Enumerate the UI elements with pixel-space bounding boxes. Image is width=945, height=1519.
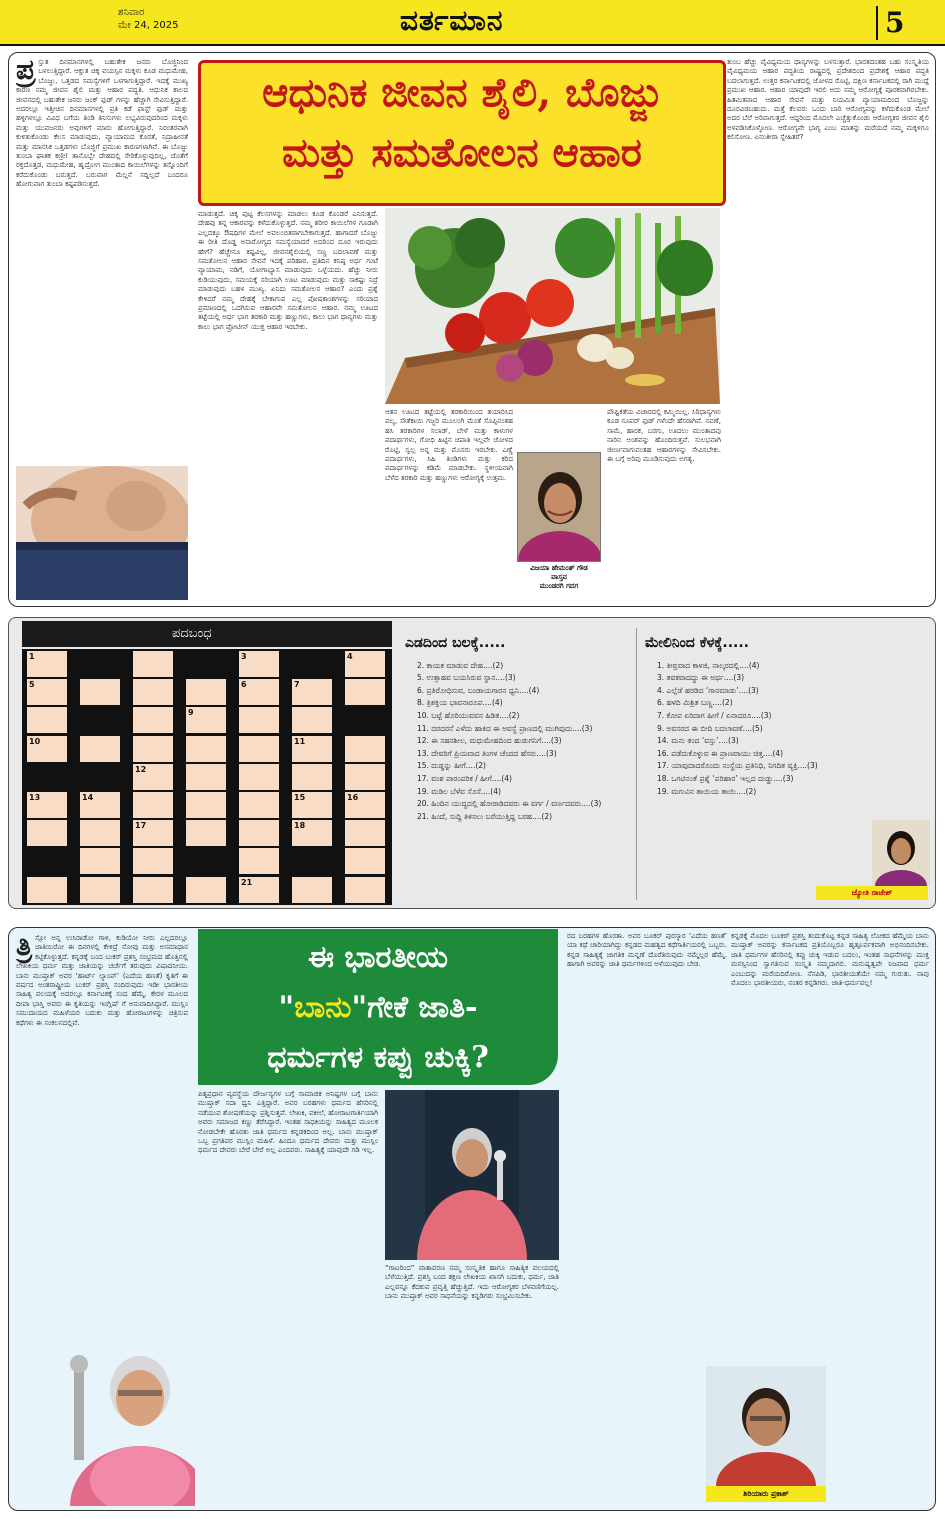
crossword-cell[interactable] bbox=[80, 820, 120, 846]
article1-headline-line2: ಮತ್ತು ಸಮತೋಲನ ಆಹಾರ bbox=[282, 129, 642, 176]
crossword-cell[interactable] bbox=[133, 707, 173, 733]
author2-photo bbox=[872, 820, 930, 886]
across-list bbox=[405, 660, 630, 824]
crossword-cell[interactable] bbox=[292, 820, 332, 846]
clues-divider bbox=[636, 628, 637, 900]
crossword-cell[interactable] bbox=[239, 707, 279, 733]
issue-day: ಶನಿವಾರ bbox=[118, 7, 145, 18]
article2-headline-line2 bbox=[198, 983, 558, 1033]
headline-line2-rest: ಗೇಕೆ ಜಾತಿ- bbox=[367, 990, 478, 1025]
author1-name: ವಿಜಯಾ ಹೇಮಂತ್ ಗೌಡ bbox=[530, 564, 588, 572]
crossword-cell[interactable] bbox=[133, 877, 173, 903]
issue-date-text: ಮೇ 24, 2025 bbox=[118, 20, 179, 31]
article2-headline-box bbox=[198, 929, 558, 1085]
crossword-cell-number: 12 bbox=[135, 764, 147, 774]
crossword-cell-number: 4 bbox=[347, 652, 353, 661]
crossword-cell-number: 17 bbox=[135, 821, 147, 831]
article2-column-1 bbox=[16, 934, 188, 1330]
author1-photo bbox=[517, 452, 601, 562]
clue-item: 20. ಹಿಂದಿನ ಯುದ್ಧದಲ್ಲಿ ಹೋರಾಡಿದವರು ಈ ವರ್ಗ / ವರ್ಣದವರು....(3) bbox=[417, 799, 602, 809]
belly-illustration bbox=[16, 466, 188, 600]
vegetables-photo bbox=[385, 208, 720, 404]
headline-quote-open: " bbox=[278, 990, 295, 1025]
crossword-cell[interactable] bbox=[27, 820, 67, 846]
crossword-cell[interactable] bbox=[186, 764, 226, 790]
down-list bbox=[645, 660, 870, 799]
crossword-cell[interactable] bbox=[292, 877, 332, 903]
crossword-cell-number: 1 bbox=[29, 652, 35, 661]
page-number: 5 bbox=[885, 6, 905, 39]
author3-portrait bbox=[706, 1366, 826, 1486]
crossword-cell[interactable] bbox=[80, 679, 120, 705]
crossword-cell[interactable] bbox=[27, 707, 67, 733]
crossword-cell[interactable] bbox=[133, 736, 173, 762]
article2-col1-text: ಸ್ಸೋ ಅನ್ನ ಉಸಿರಾಡೋ ಗಾಳಿ, ಕುಡಿಯೋ ನೀರು ಎಲ್ಲದರಲ್ಲೂ ಜಾತಿಯಿರೋ ಈ ದಿನಗಳಲ್ಲಿ ಕೇಳಿದ್ರೆ ನೋವು ಮತ್ತು ಅಸಮಾಧಾನ ಕಟ್ಟಿಕೊಳ್ಳುತ್ತದೆ. ಕನ್ನಡಕ್ಕೆ ಬಂದ ಬುಕರ್ ಪ್ರಶಸ್ತಿ ಸಂಭ್ರಮದ ಹೊತ್ತಿನಲ್ಲಿ ಲೇಖಕಿಯ ಧರ್ಮ ಮತ್ತು ಜಾತಿಯನ್ನು ಚರ್ಚೆಗೆ ತರುವುದು ವಿಷಾದನೀಯ. ಬಾನು ಮುಷ್ತಾಕ್ ಅವರ ‘ಹಾರ್ಟ್ ಲ್ಯಾಂಪ್’ (ಎದೆಯ ಹಣತೆ) ಕೃತಿಗೆ ಈ ವರ್ಷದ ಅಂತರಾಷ್ಟ್ರೀಯ ಬುಕರ್ ಪ್ರಶಸ್ತಿ ಸಂದಿರುವುದು ಇಡೀ ಭಾರತೀಯ ಸಾಹಿತ್ಯ ವಲಯಕ್ಕೆ ಅದರಲ್ಲೂ ಕರ್ನಾಟಕಕ್ಕೆ ಸಂದ ಹೆಮ್ಮೆ. ಕೇರಳ ಮೂಲದ ದೀಪಾ ಭಾಸ್ತಿ ಅವರು ಈ ಕೃತಿಯನ್ನು ಇಂಗ್ಲಿಷ್ ಗೆ ಅನುವಾದಿಸಿದ್ದಾರೆ. ಮುಸ್ಲಿಂ ಸಮುದಾಯದ ಮಹಿಳೆಯರ ಬದುಕು ಮತ್ತು ಹೋರಾಟಗಳನ್ನು ಚಿತ್ರಿಸುವ ಕಥೆಗಳು ಈ ಸಂಕಲನದಲ್ಲಿವೆ. bbox=[16, 934, 188, 1027]
banu-photo-left bbox=[60, 1330, 195, 1506]
crossword-cell[interactable] bbox=[239, 792, 279, 818]
crossword-cell[interactable] bbox=[345, 764, 385, 790]
article1-column-3b bbox=[595, 408, 721, 602]
clue-item: 16. ಪಡೆದುಕೊಳ್ಳುವ ಈ ಪ್ರಾಣವಾಯು ಚಿತ್ತ....(4) bbox=[657, 748, 784, 758]
banu-photo-center bbox=[385, 1090, 559, 1260]
crossword-cell-number: 18 bbox=[294, 821, 306, 831]
crossword-cell[interactable] bbox=[186, 877, 226, 903]
article2-headline-line3: ಧರ್ಮಗಳ ಕಪ್ಪು ಚುಕ್ಕಿ? bbox=[267, 1040, 489, 1075]
article2-col4-text: ಕನ್ನಡಕ್ಕೆ ಮೊದಲ ಬೂಕರ್ ಪ್ರಶಸ್ತಿ ತಂದುಕೊಟ್ಟ ಕನ್ನಡ ಸಾಹಿತ್ಯ ಲೋಕದ ಹೆಮ್ಮೆಯ ಬಾನು ಮುಷ್ತಾಕ್ ಅವರನ್ನು ಕರ್ನಾಟಕದ ಪ್ರತಿಯೊಬ್ಬರೂ ಹೃತ್ಪೂರ್ವಕವಾಗಿ ಅಭಿನಂದಿಸಬೇಕು. ಜಾತಿ ಧರ್ಮಗಳ ಹೆಸರಿನಲ್ಲಿ ಕಪ್ಪು ಚುಕ್ಕಿ ಇಡುವ ಬದಲು, ಇಂತಹ ಸಾಧನೆಗಳನ್ನು ಮುಕ್ತ ಮನಸ್ಸಿನಿಂದ ಸ್ವಾಗತಿಸುವ ಸಂಸ್ಕೃತಿ ನಮ್ಮದಾಗಲಿ. ಮನುಷ್ಯತ್ವವೇ ನಿಜವಾದ ಧರ್ಮ ಎಂಬುದನ್ನು ಮರೆಯದಿರೋಣ. ನೆನಪಿಡಿ, ಭಾರತೀಯತೆಯೇ ನಮ್ಮ ಗುರುತು. ನಾವು ಮೊದಲು ಭಾರತೀಯರು, ನಂತರ ಕನ್ನಡಿಗರು. ಜಾತಿ-ಧರ್ಮವಲ್ಲ! bbox=[731, 932, 929, 988]
belly-photo bbox=[16, 466, 188, 600]
crossword-cell[interactable] bbox=[345, 792, 385, 818]
author2-portrait bbox=[872, 820, 930, 886]
crossword-cell[interactable] bbox=[292, 679, 332, 705]
crossword-cell[interactable] bbox=[133, 820, 173, 846]
article1-column-2 bbox=[198, 210, 378, 602]
crossword-cell[interactable] bbox=[239, 651, 279, 677]
crossword-cell-number: 5 bbox=[29, 680, 35, 690]
clue-item: 17. ವಂಶ ಪಾರಂಪರಿಕ / ಹೀಗೆ....(4) bbox=[417, 773, 512, 783]
down-heading: ಮೇಲಿನಿಂದ ಕೆಳಕ್ಕೆ..... bbox=[645, 635, 749, 651]
clue-item: 5. ಉತ್ಸಾಹವ ಬಯಸಿರುವ ಸ್ಥಾನ....(3) bbox=[417, 673, 516, 683]
headline-quote-close: " bbox=[351, 990, 368, 1025]
clue-item: 6. ಪ್ರತಿರೋಧಿಸುವ, ಬಂಡಾಯಗಾರನ ಧ್ವನಿ....(4) bbox=[417, 685, 540, 695]
masthead-title: ವರ್ತಮಾನ bbox=[400, 4, 504, 37]
article1-column-4 bbox=[727, 58, 929, 602]
author1-portrait bbox=[518, 453, 601, 562]
article1-dropcap: ಪ್ರ bbox=[16, 58, 36, 86]
issue-date bbox=[118, 6, 179, 32]
page-header bbox=[0, 0, 945, 46]
crossword-cell[interactable] bbox=[345, 679, 385, 705]
crossword-cell[interactable] bbox=[239, 736, 279, 762]
clue-item: 10. ಬಟ್ಟೆ ಹೊರಿಯುವವನ ಹಿಡಿತ....(2) bbox=[417, 710, 520, 720]
crossword-cell[interactable] bbox=[239, 679, 279, 705]
clue-item: 15. ದುಡ್ಡನ್ನು ಹೀಗೆ....(2) bbox=[417, 761, 486, 771]
clue-item: 4. ಎಲ್ಲೆಡೆ ಹರಡಿದ ‘ಗಾನಮಾಡು’....(3) bbox=[657, 685, 759, 695]
crossword-cell[interactable] bbox=[345, 877, 385, 903]
crossword-cell-number: 10 bbox=[29, 736, 41, 746]
crossword-cell[interactable] bbox=[80, 736, 120, 762]
crossword-cell[interactable] bbox=[239, 764, 279, 790]
crossword-cell[interactable] bbox=[345, 651, 385, 677]
crossword-cell[interactable] bbox=[27, 877, 67, 903]
crossword-cell[interactable] bbox=[186, 792, 226, 818]
author3-photo bbox=[706, 1366, 826, 1486]
crossword-cell-number: 6 bbox=[241, 680, 247, 690]
crossword-cell[interactable] bbox=[133, 651, 173, 677]
crossword-cell[interactable] bbox=[292, 707, 332, 733]
article1-col3b-text: ಪೌಷ್ಟಿಕತೆಯ ವಿಚಾರದಲ್ಲಿ ಕಮ್ಮಿಯಿಲ್ಲ. ಸಿರಿಧಾನ್ಯಗಳು ಕೂಡ ಸೂಪರ್ ಫುಡ್ ಗಳೆಂದೇ ಹೆಸರಾಗಿವೆ. ನವಣೆ, ಸಾಮೆ, ಹಾರಕ, ಬರಗು, ಊದಲು ಮುಂತಾದವು ನಾರಿನ ಅಂಶವನ್ನು ಹೊಂದಿರುತ್ತವೆ. ಸುಲಭವಾಗಿ ಜೀರ್ಣವಾಗುವಂತಹ ಆಹಾರಗಳನ್ನು ಸೇವಿಸಬೇಕು. ಈ ಬಗ್ಗೆ ಅರಿವು ಮೂಡಿಸುವುದು ಅಗತ್ಯ. bbox=[607, 408, 721, 464]
clue-item: 1. ತೀವ್ರವಾದ ಕಾಳಜಿ, ನಾಲ್ಕರದಲ್ಲಿ....(4) bbox=[657, 660, 760, 670]
clue-item: 9. ಅವಸರದ ಈ ಬೀದಿ ಬದಲಾವಣೆ....(5) bbox=[657, 723, 763, 733]
crossword-cell-number: 13 bbox=[29, 793, 41, 802]
article1-column-1 bbox=[16, 58, 188, 462]
article2-column-4 bbox=[731, 932, 929, 1362]
crossword-cell[interactable] bbox=[239, 848, 279, 874]
clue-item: 18. ಒಗಟಿನಂತೆ ಪ್ರಶ್ನೆ ‘ಪರಿಹಾರ’ ಇಲ್ಲದ ದುಡ್ಡು....(3) bbox=[657, 773, 794, 783]
crossword-cell[interactable] bbox=[345, 820, 385, 846]
author3-caption: ಶಿರಿಯಾರು ಪ್ರಕಾಶ್ bbox=[706, 1486, 826, 1502]
article1-col3-text: ಆತನ ಊಟದ ತಟ್ಟೆಯಲ್ಲಿ ತರಕಾರಿಯಿಂದ ತಯಾರಿಸಿದ ಪಲ್ಯ, ಸೌತೆಕಾಯಿ ಗಜ್ಜರಿ ಮೂಲಂಗಿ ಮೆಂತೆ ಸೊಪ್ಪಿನಂತಹ ಹಸಿ ತರಕಾರಿಗಳ ಸಲಾಡ್, ಬೇಳೆ ಮತ್ತು ಕಾಳುಗಳ ಪದಾರ್ಥಗಳು, ಗೋಧಿ ಹಿಟ್ಟಿನ ಚಪಾತಿ ಇಲ್ಲವೇ ಜೋಳದ ರೊಟ್ಟಿ, ಸ್ವಲ್ಪ ಅನ್ನ ಮತ್ತು ಮೊಸರು ಇರಬೇಕು. ಎಣ್ಣೆ ಪದಾರ್ಥಗಳು, ಸಿಹಿ ತಿಂಡಿಗಳು ಮತ್ತು ಕರಿದ ಪದಾರ್ಥಗಳನ್ನು ಕಡಿಮೆ ಮಾಡಬೇಕು. ಸ್ಥಳೀಯವಾಗಿ ಬೆಳೆದ ತರಕಾರಿ ಮತ್ತು ಹಣ್ಣುಗಳು ಆರೋಗ್ಯಕ್ಕೆ ಉತ್ತಮ. bbox=[385, 408, 513, 482]
article2-headline-line1: ಈ ಭಾರತೀಯ bbox=[307, 940, 449, 975]
crossword-cell[interactable] bbox=[186, 679, 226, 705]
crossword-cell[interactable] bbox=[345, 848, 385, 874]
clue-item: 14. ಮನು ತಂದ ‘ವಸ್ತು’....(3) bbox=[657, 736, 739, 746]
article1-headline-box bbox=[198, 60, 726, 206]
crossword-down-clues bbox=[645, 637, 870, 903]
clue-item: 6. ಹಳದಿ ಮಿಶ್ರಿತ ಬಣ್ಣ....(2) bbox=[657, 698, 733, 708]
banu-portrait-left bbox=[60, 1330, 195, 1506]
crossword-cell-number: 9 bbox=[188, 708, 194, 718]
header-divider bbox=[876, 6, 878, 40]
clue-item: 19. ಮಡಿಲ ಬೆಳೆವ ಸೊಸೆ....(4) bbox=[417, 786, 501, 796]
crossword-cell[interactable] bbox=[133, 848, 173, 874]
article2-column-2 bbox=[198, 1090, 378, 1506]
article2-column-3 bbox=[385, 1264, 559, 1506]
clue-item: 13. ದೇವರಿಗೆ ಪ್ರಿಯವಾದ ತಿಂಗಳ ಚೆಂದದ ಹೆಸರು....(3) bbox=[417, 748, 557, 758]
crossword-cell[interactable] bbox=[80, 792, 120, 818]
author1-place: ಮುಂಡರಗಿ ಗದಗ bbox=[539, 582, 579, 590]
author1-caption bbox=[512, 564, 606, 591]
article1-col1-text: ಸ್ತುತ ದಿನಮಾನಗಳಲ್ಲಿ ಬಹುತೇಕ ಜನರು ಬೊಜ್ಜಿನಿಂದ ಬಳಲುತ್ತಿದ್ದಾರೆ. ಆಕ್ತುತ ಚಿಕ್ಕ ವಯಸ್ಸಿನ ಮಕ್ಕಳು ಕೂಡ ಮಧುಮೇಹ, ಬೊಜ್ಜು, ಒತ್ತಡದ ಸಮಸ್ಯೆಗಳಿಗೆ ಒಳಗಾಗುತ್ತಿದ್ದಾರೆ. ಇದಕ್ಕೆ ಮುಖ್ಯ ಕಾರಣ ನಮ್ಮ ಜೀವನ ಶೈಲಿ ಮತ್ತು ಆಹಾರ ಪದ್ಧತಿ. ಆಧುನಿಕ ಕಾಲದ ಜೀವನದಲ್ಲಿ ಬಹುತೇಕ ಜನರು ಜಂಕ್ ಫುಡ್ ಗಳನ್ನು ಹೆಚ್ಚಾಗಿ ಸೇವಿಸುತ್ತಿದ್ದಾರೆ. ಅದರಲ್ಲೂ ಇತ್ತೀಚಿನ ದಿನಮಾನಗಳಲ್ಲಿ ಪ್ರತಿ ಕಡೆ ಫಾಸ್ಟ್ ಫುಡ್ ಮತ್ತು ಹಳ್ಳಿಗಳಲ್ಲೂ ವಿವಿಧ ಬಗೆಯ ತಿಂಡಿ ತಿನಿಸುಗಳು ಲಭ್ಯವಿರುವುದರಿಂದ ಮಕ್ಕಳು ಮತ್ತು ಯುವಜನರು ಅವುಗಳಿಗೆ ಮಾರು ಹೋಗುತ್ತಿದ್ದಾರೆ. ನಿರಂತರವಾಗಿ ಕುಳಿತುಕೊಂಡು ಕೆಲಸ ಮಾಡುವುದು, ವ್ಯಾಯಾಮದ ಕೊರತೆ, ನಿದ್ರಾಹೀನತೆ ಮತ್ತು ಮಾನಸಿಕ ಒತ್ತಡಗಳು ಬೊಜ್ಜಿಗೆ ಪ್ರಮುಖ ಕಾರಣಗಳಾಗಿವೆ. ಈ ಬೊಜ್ಜು ತುಂಬಾ ಘಾತಕ ಕಣ್ರೀ! ತಾನೊಬ್ಬೇ ದೇಹದಲ್ಲಿ ಸೇರಿಕೊಳ್ಳುವುದಿಲ್ಲ, ಜೊತೆಗೆ ರಕ್ತದೊತ್ತಡ, ಮಧುಮೇಹ, ಹೃದ್ರೋಗ ಮುಂತಾದ ಕಾಯಿಲೆಗಳನ್ನು ತನ್ನೊಂದಿಗೆ ಕರೆದುಕೊಂಡು ಬರುತ್ತದೆ. ಬರುವಾಗ ಮೆಲ್ಲನೆ ಸದ್ದಿಲ್ಲದೆ ಬಂದರೂ ಹೋಗುವಾಗ ತುಂಬಾ ಕಷ್ಟಪಡಿಸುತ್ತದೆ. bbox=[16, 58, 188, 189]
banu-portrait-center bbox=[385, 1090, 559, 1260]
crossword-cell-number: 16 bbox=[347, 793, 359, 802]
crossword-cell[interactable] bbox=[133, 792, 173, 818]
clue-item: 7. ಕೋಪ ಏರಿದಾಗ ಹೀಗೆ / ಏನಾದರೂ....(3) bbox=[657, 710, 772, 720]
crossword-cell[interactable] bbox=[186, 707, 226, 733]
clue-item: 17. ಯಾವುದಾದರೊಂದು ಸಂಸ್ಥೆಯ ಪ್ರತಿನಿಧಿ, ನಿಗದಿತ ವ್ಯಕ್ತಿ....(3) bbox=[657, 761, 818, 771]
crossword-cell[interactable] bbox=[133, 764, 173, 790]
crossword-grid bbox=[22, 649, 392, 905]
crossword-cell[interactable] bbox=[27, 651, 67, 677]
clue-item: 19. ಮಗುವಿನ ತಾಯಿಯ ತಾಯಿ....(2) bbox=[657, 786, 757, 796]
crossword-cell-number: 11 bbox=[294, 736, 306, 746]
crossword-cell[interactable] bbox=[27, 679, 67, 705]
crossword-cell[interactable] bbox=[239, 820, 279, 846]
vegetables-illustration bbox=[385, 208, 720, 404]
article2-col3-text: “ಗಾಟರಿಂದ” ವಾತಾವರಣ ನಮ್ಮ ಸಂಸ್ಕೃತಿಕ ಹಾಗೂ ಸಾಹಿತ್ಯಿಕ ವಲಯದಲ್ಲಿ ಬೆಳೆಯುತ್ತಿದೆ. ಪ್ರಶಸ್ತಿ ಬಂದ ತಕ್ಷಣ ಲೇಖಕಿಯ ಖಾಸಗಿ ಬದುಕು, ಧರ್ಮ, ಜಾತಿ ಎಲ್ಲವನ್ನೂ ಕೆದಕುವ ಪ್ರವೃತ್ತಿ ಹೆಚ್ಚುತ್ತಿದೆ. ಇದು ಆರೋಗ್ಯಕರ ಬೆಳವಣಿಗೆಯಲ್ಲ. ಬಾನು ಮುಷ್ತಾಕ್ ಅವರ ಸಾಧನೆಯನ್ನು ಕನ್ನಡಿಗರು ಸಂಭ್ರಮಿಸಬೇಕು. bbox=[385, 1264, 559, 1301]
crossword-cell[interactable] bbox=[80, 848, 120, 874]
crossword-cell[interactable] bbox=[292, 736, 332, 762]
crossword-cell[interactable] bbox=[80, 877, 120, 903]
crossword-cell-number: 3 bbox=[241, 652, 247, 661]
crossword-cell[interactable] bbox=[239, 877, 279, 903]
crossword-cell-number: 14 bbox=[82, 793, 94, 802]
crossword-cell[interactable] bbox=[186, 736, 226, 762]
crossword-across-clues bbox=[405, 637, 630, 903]
crossword-cell-number: 7 bbox=[294, 680, 300, 690]
crossword-cell[interactable] bbox=[292, 764, 332, 790]
crossword-cell[interactable] bbox=[292, 792, 332, 818]
clue-item: 12. ಈ ಸಹನಶೀಲ, ಮಧುಮೇಹದಿಂದ ಹುಡುಗನಿಗೆ....(3) bbox=[417, 736, 562, 746]
crossword-cell[interactable] bbox=[133, 679, 173, 705]
clue-item: 21. ಹಿಂದೆ, ಸುದ್ದಿ ತಿಳಿಸಲು ಬರೆಯುತ್ತಿದ್ದ ಬರಹ....(2) bbox=[417, 811, 553, 821]
author1-role: ವಾಸ್ತವ bbox=[551, 573, 567, 581]
crossword-cell-number: 15 bbox=[294, 793, 306, 802]
crossword-cell[interactable] bbox=[27, 792, 67, 818]
article2-dropcap: ತ್ರಿ bbox=[16, 934, 33, 962]
article1-col4-text: ತುಂಬ ಹೆಚ್ಚು ವೈವಿಧ್ಯಮಯ ಧಾನ್ಯಗಳನ್ನು ಬಳಸುತ್ತಾರೆ. ಭಾರತದಂತಹ ಬಹು ಸಂಸ್ಕೃತಿಯ ವೈವಿಧ್ಯಮಯ ಆಹಾರ ಪದ್ಧತಿಯ ರಾಷ್ಟ್ರದಲ್ಲಿ ಪ್ರದೇಶದಿಂದ ಪ್ರದೇಶಕ್ಕೆ ಆಹಾರ ಪದ್ಧತಿ ಬದಲಾಗುತ್ತದೆ. ಉತ್ತರ ಕರ್ನಾಟಕದಲ್ಲಿ ಜೋಳದ ರೊಟ್ಟಿ, ದಕ್ಷಿಣ ಕರ್ನಾಟಕದಲ್ಲಿ ರಾಗಿ ಮುದ್ದೆ ಪ್ರಮುಖ ಆಹಾರ. ಆಹಾರ ಯಾವುದೇ ಇರಲಿ ಅದು ನಮ್ಮ ಆರೋಗ್ಯಕ್ಕೆ ಪೂರಕವಾಗಿರಬೇಕು. ಹಿತಮಿತವಾದ ಆಹಾರ ಸೇವನೆ ಮತ್ತು ನಿಯಮಿತ ವ್ಯಾಯಾಮದಿಂದ ಬೊಜ್ಜನ್ನು ದೂರವಿಡಬಹುದು. ಮತ್ತೆ ಕೆಲವರು ಒಂದು ಬಾರಿ ಆರೋಗ್ಯವನ್ನು ಕಳೆದುಕೊಂಡ ಮೇಲೆ ಅದರ ಬೆಲೆ ಅರಿವಾಗುತ್ತದೆ. ಆದ್ದರಿಂದ ಮೊದಲೇ ಎಚ್ಚೆತ್ತುಕೊಂಡು ಆರೋಗ್ಯಕರ ಜೀವನ ಶೈಲಿ ಅಳವಡಿಸಿಕೊಳ್ಳೋಣ. ಆರೋಗ್ಯವೇ ಭಾಗ್ಯ ಎಂಬ ಮಾತನ್ನು ಮರೆಯದೆ ನಮ್ಮ ಮಕ್ಕಳಿಗೂ ಕಲಿಸೋಣ. ಏನಂತೀರಾ ಸ್ನೇಹಿತರೆ? bbox=[727, 58, 929, 142]
crossword-cell[interactable] bbox=[27, 736, 67, 762]
article1-headline-line1: ಆಧುನಿಕ ಜೀವನ ಶೈಲಿ, ಬೊಜ್ಜು bbox=[262, 69, 662, 116]
article2-col2-text: ಪಿತೃಪ್ರಧಾನ ವ್ಯವಸ್ಥೆಯ ದೌರ್ಜನ್ಯಗಳ ಬಗ್ಗೆ ಸಾಮಾಜಿಕ ಅನಿಷ್ಟಗಳ ಬಗ್ಗೆ ಬಾನು ಮುಷ್ತಾಕ್ ಸದಾ ಧ್ವನಿ ಎತ್ತಿದ್ದಾರೆ. ಅವರ ಬರಹಗಳು ಧರ್ಮದ ಹೆಸರಿನಲ್ಲಿ ನಡೆಯುವ ಶೋಷಣೆಯನ್ನು ಪ್ರಶ್ನಿಸುತ್ತವೆ. ಲೇಖಕಿ, ವಕೀಲೆ, ಹೋರಾಟಗಾರ್ತಿಯಾಗಿ ಅವರು ಸಮಾಜದ ಕಣ್ಣು ತೆರೆಸಿದ್ದಾರೆ. ಇಂತಹ ಸಾಧಕಿಯನ್ನು ಸಾಹಿತ್ಯದ ಮೂಲಕ ನೋಡಬೇಕೇ ಹೊರತು ಜಾತಿ ಧರ್ಮದ ಕನ್ನಡಕದಿಂದ ಅಲ್ಲ. ಬಾನು ಮುಷ್ತಾಕ್ ಒಬ್ಬ ಪ್ರಗತಿಪರ ಮುಸ್ಲಿಂ ಮಹಿಳೆ. ಹಿಂದೂ ಧರ್ಮದ ದೇವರು ಮತ್ತು ಮುಸ್ಲಿಂ ಧರ್ಮದ ದೇವರು ಬೇರೆ ಬೇರೆ ಅಲ್ಲ ಎಂದವರು. ಸಾಹಿತ್ಯಕ್ಕೆ ಯಾವುದೇ ಗಡಿ ಇಲ್ಲ. bbox=[198, 1090, 378, 1155]
article2-column-3b bbox=[567, 932, 727, 1506]
article1-col2-text: ಮಾಡುತ್ತದೆ. ಚಿಕ್ಕ ಪುಟ್ಟ ಕೆಲಸಗಳನ್ನು ಮಾಡಲು ಕೂಡ ಕೊಂಡರೆ ಎನಿಸುತ್ತದೆ. ದೇಹವು ತನ್ನ ಆಕಾರವನ್ನು ಕಳೆದುಕೊಳ್ಳುತ್ತದೆ. ನಮ್ಮ ಶರೀರ ಕಾಯಿಲೆಗಳ ಗೂಡಾಗಿ ಎಲ್ಲದಕ್ಕೂ ಔಷಧಿಗಳ ಮೇಲೆ ಅವಲಂಬಿತರಾಗಬೇಕಾಗುತ್ತದೆ. ಹಾಗಾದರೆ ಬೊಜ್ಜು ಈ ರೀತಿ ದೊಡ್ಡ ಅನಾರೋಗ್ಯದ ಸಮಸ್ಯೆಯಾದರೆ ಅದರಿಂದ ದೂರ ಇರುವುದು ಹೇಗೆ? ಹೆಚ್ಚೇನೂ ಕಷ್ಟವಿಲ್ಲ, ಜೀವನಶೈಲಿಯಲ್ಲಿ ಸಣ್ಣ ಬದಲಾವಣೆ ಮತ್ತು ಸಮತೋಲನ ಆಹಾರ ಸೇವನೆ ಇದಕ್ಕೆ ಪರಿಹಾರ. ಪ್ರತಿದಿನ ಕನಿಷ್ಠ ಅರ್ಧ ಗಂಟೆ ವ್ಯಾಯಾಮ, ನಡಿಗೆ, ಯೋಗಾಭ್ಯಾಸ ಮಾಡುವುದು ಒಳ್ಳೆಯದು. ಹೆಚ್ಚು ನೀರು ಕುಡಿಯುವುದು, ಸಮಯಕ್ಕೆ ಸರಿಯಾಗಿ ಊಟ ಮಾಡುವುದು ಮತ್ತು ಸಾಕಷ್ಟು ನಿದ್ರೆ ಮಾಡುವುದು ಬಹಳ ಮುಖ್ಯ. ಏನಿದು ಸಮತೋಲನ ಆಹಾರ? ಎಂದು ಪ್ರಶ್ನೆ ಕೇಳಿದರೆ ನಮ್ಮ ದೇಹಕ್ಕೆ ಬೇಕಾಗುವ ಎಲ್ಲ ಪೋಷಕಾಂಶಗಳನ್ನು ಸರಿಯಾದ ಪ್ರಮಾಣದಲ್ಲಿ ಒದಗಿಸುವ ಆಹಾರವೇ ಸಮತೋಲನ ಆಹಾರ. ನಮ್ಮ ಊಟದ ತಟ್ಟೆಯಲ್ಲಿ ಅರ್ಧ ಭಾಗ ತರಕಾರಿ ಮತ್ತು ಹಣ್ಣುಗಳು, ಕಾಲು ಭಾಗ ಧಾನ್ಯಗಳು ಮತ್ತು ಕಾಲು ಭಾಗ ಪ್ರೋಟೀನ್ ಯುಕ್ತ ಆಹಾರ ಇರಬೇಕು. bbox=[198, 210, 378, 331]
author2-caption: ಜ್ಯೋತಿ ರಾಜೇಶ್ bbox=[816, 886, 928, 900]
crossword-cell[interactable] bbox=[186, 820, 226, 846]
clue-item: 2. ಕಾಯಕ ಮಾಡುವ ದೇಹ....(2) bbox=[417, 660, 504, 670]
article1-column-3 bbox=[385, 408, 513, 602]
clue-item: 8. ತ್ರಿಶಕ್ತಿಯ ಭಾವನಾರೂಪ....(4) bbox=[417, 698, 503, 708]
clue-item: 3. ತವಕವಾದದ್ದು ಈ ಅರ್ಥ....(3) bbox=[657, 673, 745, 683]
headline-name: ಬಾನು bbox=[294, 990, 352, 1025]
across-heading: ಎಡದಿಂದ ಬಲಕ್ಕೆ..... bbox=[405, 635, 506, 651]
article2-col3b-text: ರದ ಬರಹಗಳ ಹೊರತಾ. ಅವರ ಬೂಕರ್ ಪುರಸ್ಕಾರ ‘ಎದೆಯ ಹಣತೆ’ ಯಾ ಕಥೆ ಚಾರಿಯಾಗಿದ್ದು ಕನ್ನಡದ ಮಹತ್ವದ ಕಥೆಗಾರ್ತಿಯರಲ್ಲಿ ಒಬ್ಬರು. ಕನ್ನಡ ಸಾಹಿತ್ಯಕ್ಕೆ ಜಾಗತಿಕ ಮನ್ನಣೆ ದೊರೆತಿರುವುದು ನಮ್ಮೆಲ್ಲರ ಹೆಮ್ಮೆ. ಹಾಗಾಗಿ ಅವರನ್ನು ಜಾತಿ ಧರ್ಮಗಳಿಂದ ಅಳೆಯುವುದು ಬೇಡ. bbox=[567, 932, 727, 969]
clue-item: 11. ದರದರನೆ ಎಳೆದು ಹಾಕಿದ ಈ ಅವಸ್ಥೆ ಪ್ರಾಣದಲ್ಲಿ ಮುಗಿವುದು....(3) bbox=[417, 723, 593, 733]
crossword-title: ಪದಬಂಧ bbox=[22, 621, 392, 647]
crossword-cell[interactable] bbox=[345, 736, 385, 762]
crossword-cell-number: 21 bbox=[241, 877, 253, 887]
